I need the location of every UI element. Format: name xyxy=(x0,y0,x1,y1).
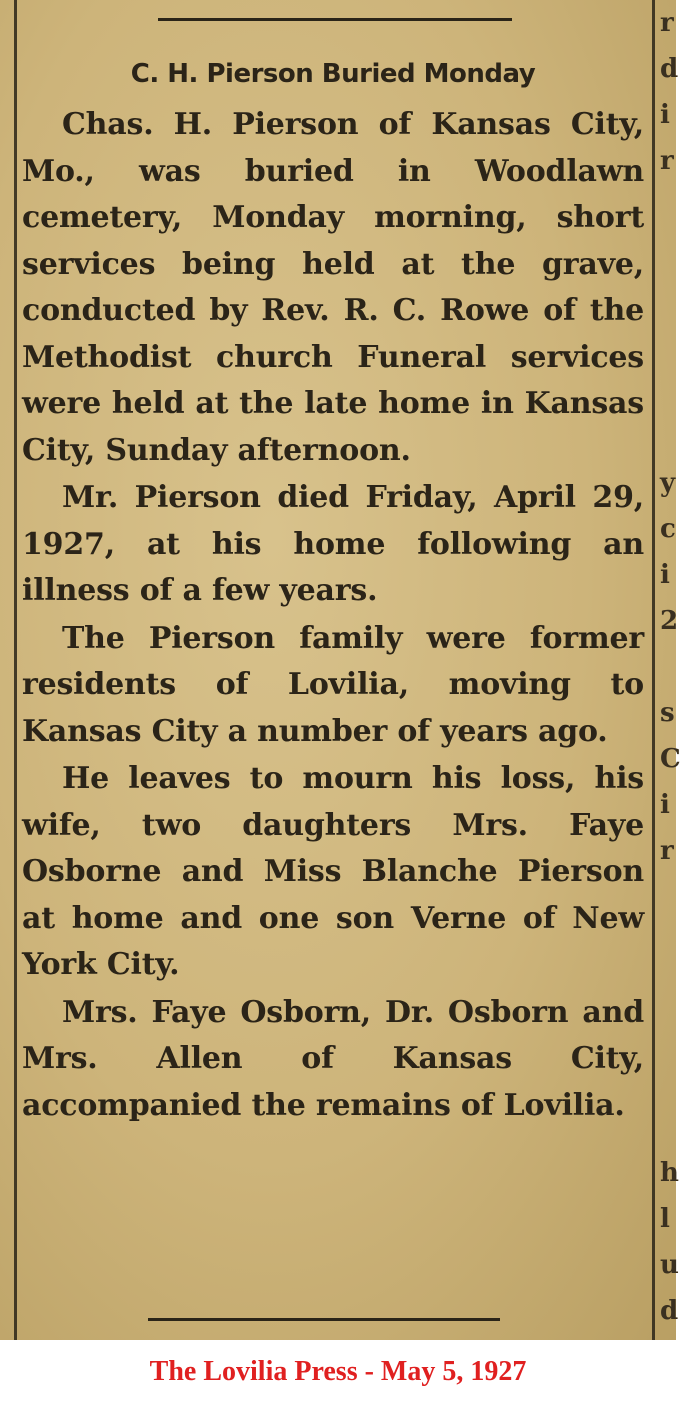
adjacent-column-edge xyxy=(660,0,681,1340)
edge-letter xyxy=(660,276,676,322)
source-caption: The Lovilia Press - May 5, 1927 xyxy=(149,1356,527,1387)
bottom-divider xyxy=(148,1318,500,1321)
headline: C. H. Pierson Buried Monday xyxy=(130,59,536,89)
paragraph-4: He leaves to mourn his loss, his wife, two daughters Mrs. Faye Osborne and Miss Blanche Pierson at home and one son Verne of New York City. xyxy=(22,761,644,982)
edge-letter: d xyxy=(660,54,679,84)
edge-letter: y xyxy=(660,468,676,498)
edge-letter: d xyxy=(660,1296,679,1326)
paragraph-2: Mr. Pierson died Friday, April 29, 1927, at his home following an illness of a few years. xyxy=(22,480,644,608)
edge-letter xyxy=(660,1104,676,1150)
article xyxy=(22,46,644,1130)
edge-letter: h xyxy=(660,1158,679,1188)
edge-letter xyxy=(660,414,676,460)
edge-letter: C xyxy=(660,744,681,774)
edge-letter xyxy=(660,322,676,368)
edge-letter: i xyxy=(660,790,670,820)
edge-letter xyxy=(660,1012,676,1058)
edge-letter xyxy=(660,966,676,1012)
paragraph-1: Chas. H. Pierson of Kansas City, Mo., was buried in Woodlawn cemetery, Monday morning, short services being held at the grave, conducted by Rev. R. C. Rowe of the Methodist church Funeral services were held at the late home in Kansas City, Sunday afternoon. xyxy=(22,107,644,468)
edge-letter xyxy=(660,874,676,920)
column-rule-left xyxy=(14,0,17,1340)
edge-letter: i xyxy=(660,560,670,590)
edge-letter: r xyxy=(660,836,674,866)
column-rule-right xyxy=(652,0,655,1340)
top-divider xyxy=(158,18,512,21)
edge-letter: s xyxy=(660,698,675,728)
edge-letter xyxy=(660,920,676,966)
edge-letter xyxy=(660,644,676,690)
edge-letter: i xyxy=(660,100,670,130)
edge-letter xyxy=(660,368,676,414)
edge-letter xyxy=(660,230,676,276)
edge-letter: c xyxy=(660,514,676,544)
edge-letter: l xyxy=(660,1204,670,1234)
edge-letter xyxy=(660,184,676,230)
edge-letter: u xyxy=(660,1250,679,1280)
edge-letter: r xyxy=(660,146,674,176)
edge-letter: r xyxy=(660,8,674,38)
paragraph-5: Mrs. Faye Osborn, Dr. Osborn and Mrs. Allen of Kansas City, accompanied the remains of Lovilia. xyxy=(22,994,644,1123)
paragraph-3: The Pierson family were former residents of Lovilia, moving to Kansas City a number of years ago. xyxy=(22,620,644,749)
edge-letter: 2 xyxy=(660,606,679,636)
edge-letter xyxy=(660,1058,676,1104)
